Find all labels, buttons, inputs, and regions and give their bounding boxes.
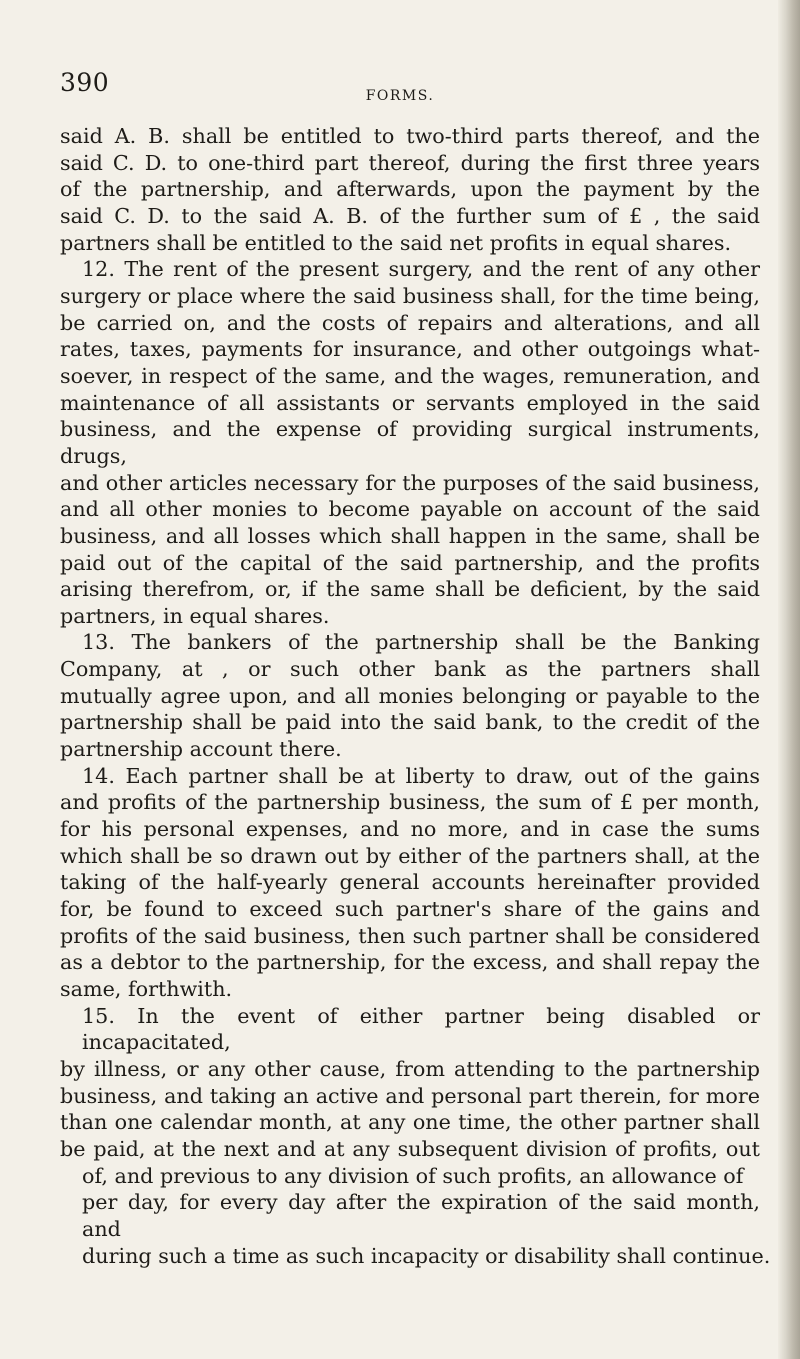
text-line: Company, at , or such other bank as the partners shall <box>60 657 760 682</box>
text-line: surgery or place where the said business shall, for the time being, <box>60 283 760 308</box>
text-line: partnership shall be paid into the said bank, to the credit of the <box>60 710 760 735</box>
text-line: paid out of the capital of the said partnership, and the profits <box>60 550 760 575</box>
text-line: be paid, at the next and at any subsequent division of profits, out <box>60 1136 760 1161</box>
text-line: 12. The rent of the present surgery, and the rent of any other <box>82 257 760 282</box>
text-line: business, and all losses which shall happen in the same, shall be <box>60 523 760 548</box>
text-line: for his personal expenses, and no more, and in case the sums <box>60 817 760 842</box>
running-head: FORMS. <box>365 88 435 104</box>
text-line: profits of the said business, then such partner shall be considered <box>60 923 760 948</box>
text-line: as a debtor to the partnership, for the excess, and shall repay the <box>60 950 760 975</box>
text-line: same, forthwith. <box>60 977 233 1001</box>
body-text <box>60 123 771 1269</box>
text-line: for, be found to exceed such partner's share of the gains and <box>60 897 760 922</box>
text-line: of the partnership, and afterwards, upon the payment by the <box>60 177 760 202</box>
text-line: partners, in equal shares. <box>60 603 330 628</box>
text-line: arising therefrom, or, if the same shall be deficient, by the said <box>60 577 760 602</box>
text-line: 15. In the event of either partner being disabled or incapacitated, <box>82 1003 760 1055</box>
text-line: partners shall be entitled to the said net profits in equal shares. <box>60 230 732 255</box>
text-line: 13. The bankers of the partnership shall be the Banking <box>82 630 760 655</box>
text-line: rates, taxes, payments for insurance, and other outgoings what- <box>60 337 760 362</box>
text-line: which shall be so drawn out by either of the partners shall, at the <box>60 843 760 868</box>
text-line: per day, for every day after the expiration of the said month, and <box>82 1190 760 1241</box>
text-line: said C. D. to the said A. B. of the further sum of £ , the said <box>60 203 760 228</box>
text-line: business, and taking an active and personal part therein, for more <box>60 1083 760 1108</box>
text-line: 14. Each partner shall be at liberty to draw, out of the gains <box>82 763 760 788</box>
page-number: 390 <box>60 68 110 97</box>
text-line: of, and previous to any division of such profits, an allowance of <box>82 1163 744 1188</box>
text-line: business, and the expense of providing surgical instruments, drugs, <box>60 417 760 468</box>
text-line: taking of the half-yearly general accounts hereinafter provided <box>60 870 760 895</box>
text-line: mutually agree upon, and all monies belonging or payable to the <box>60 683 760 708</box>
text-line: be carried on, and the costs of repairs and alterations, and all <box>60 310 760 335</box>
text-line: and profits of the partnership business, the sum of £ per month, <box>60 790 760 815</box>
text-line: and all other monies to become payable on account of the said <box>60 497 760 522</box>
page-edge-shadow <box>778 0 800 1359</box>
text-line: partnership account there. <box>60 737 342 762</box>
text-line: and other articles necessary for the purposes of the said business, <box>60 470 760 495</box>
text-line: said C. D. to one-third part thereof, during the first three years <box>60 150 760 175</box>
text-line: said A. B. shall be entitled to two-third parts thereof, and the <box>60 124 760 148</box>
text-line: soever, in respect of the same, and the wages, remuneration, and <box>60 363 760 388</box>
text-line: during such a time as such incapacity or disability shall continue. <box>82 1243 771 1268</box>
text-line: by illness, or any other cause, from attending to the partnership <box>60 1056 760 1081</box>
text-line: maintenance of all assistants or servants employed in the said <box>60 390 760 415</box>
text-line: than one calendar month, at any one time, the other partner shall <box>60 1110 760 1135</box>
